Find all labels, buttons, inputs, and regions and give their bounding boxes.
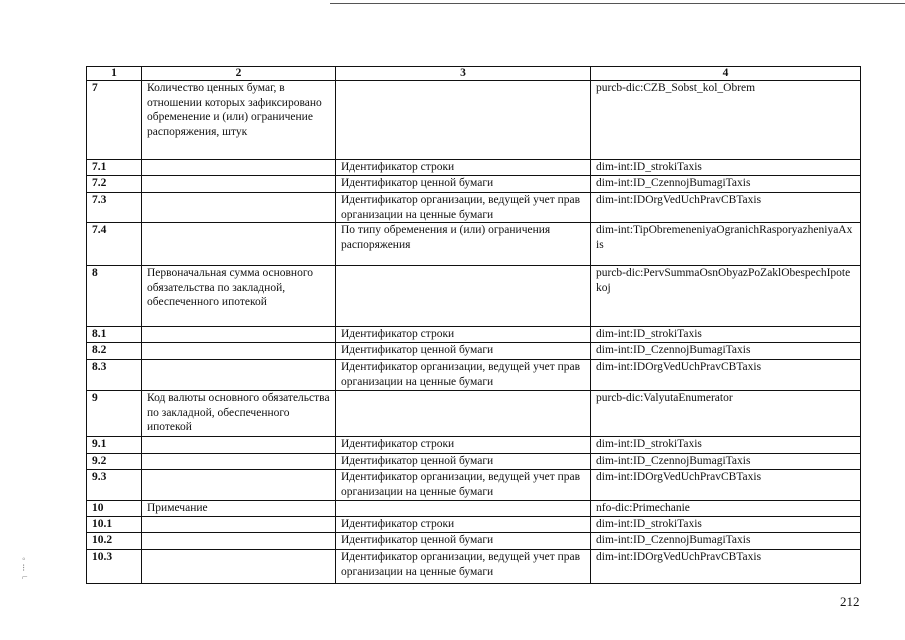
row-description: Идентификатор строки xyxy=(336,160,591,176)
row-number: 9.2 xyxy=(87,454,142,470)
row-description: Идентификатор строки xyxy=(336,437,591,454)
row-number: 9.3 xyxy=(87,470,142,501)
header-col-3: 3 xyxy=(336,67,591,81)
table-row xyxy=(87,550,861,584)
row-indicator-name xyxy=(142,454,336,470)
row-description: Идентификатор ценной бумаги xyxy=(336,454,591,470)
row-description: Идентификатор ценной бумаги xyxy=(336,343,591,360)
table-row xyxy=(87,533,861,550)
row-number: 8.2 xyxy=(87,343,142,360)
row-xbrl-code: dim-int:IDOrgVedUchPravCBTaxis xyxy=(591,360,861,391)
row-xbrl-code: nfo-dic:Primechanie xyxy=(591,501,861,517)
row-xbrl-code: dim-int:ID_strokiTaxis xyxy=(591,517,861,533)
page-number: 212 xyxy=(840,594,860,609)
row-indicator-name xyxy=(142,470,336,501)
table-row xyxy=(87,391,861,437)
row-description xyxy=(336,81,591,160)
row-indicator-name: Количество ценных бумаг, в отношении которых зафиксировано обременение и (или) ограничение распоряжения, штук xyxy=(142,81,336,160)
row-indicator-name: Первоначальная сумма основного обязательства по закладной, обеспеченного ипотекой xyxy=(142,266,336,327)
row-number: 10 xyxy=(87,501,142,517)
table-row xyxy=(87,223,861,266)
row-number: 9 xyxy=(87,391,142,437)
xbrl-mapping-table xyxy=(86,66,861,584)
row-xbrl-code: dim-int:ID_strokiTaxis xyxy=(591,437,861,454)
row-xbrl-code: dim-int:IDOrgVedUchPravCBTaxis xyxy=(591,470,861,501)
row-description: Идентификатор строки xyxy=(336,517,591,533)
row-xbrl-code: dim-int:ID_CzennojBumagiTaxis xyxy=(591,454,861,470)
row-indicator-name: Код валюты основного обязательства по закладной, обеспеченного ипотекой xyxy=(142,391,336,437)
table-row xyxy=(87,176,861,193)
row-xbrl-code: dim-int:IDOrgVedUchPravCBTaxis xyxy=(591,193,861,223)
row-indicator-name xyxy=(142,360,336,391)
row-xbrl-code: purcb-dic:CZB_Sobst_kol_Obrem xyxy=(591,81,861,160)
row-xbrl-code: dim-int:ID_CzennojBumagiTaxis xyxy=(591,176,861,193)
row-description: Идентификатор организации, ведущей учет прав организации на ценные бумаги xyxy=(336,470,591,501)
row-xbrl-code: dim-int:TipObremeneniyaOgranichRasporyazheniyaAxis xyxy=(591,223,861,266)
row-indicator-name xyxy=(142,223,336,266)
row-description xyxy=(336,501,591,517)
row-number: 10.3 xyxy=(87,550,142,584)
table-row xyxy=(87,193,861,223)
table-row xyxy=(87,454,861,470)
row-description: Идентификатор организации, ведущей учет прав организации на ценные бумаги xyxy=(336,550,591,584)
row-xbrl-code: dim-int:ID_strokiTaxis xyxy=(591,160,861,176)
row-description: Идентификатор строки xyxy=(336,327,591,343)
row-indicator-name xyxy=(142,550,336,584)
table-row xyxy=(87,360,861,391)
row-description: По типу обременения и (или) ограничения распоряжения xyxy=(336,223,591,266)
table-row xyxy=(87,470,861,501)
header-col-2: 2 xyxy=(142,67,336,81)
top-rule xyxy=(330,3,905,4)
table-row xyxy=(87,266,861,327)
row-number: 9.1 xyxy=(87,437,142,454)
table-row xyxy=(87,327,861,343)
row-description: Идентификатор ценной бумаги xyxy=(336,176,591,193)
margin-scan-marks: ◦ ⁝ ⌐ xyxy=(22,554,28,583)
row-xbrl-code: purcb-dic:PervSummaOsnObyazPoZaklObespechIpotekoj xyxy=(591,266,861,327)
row-description: Идентификатор ценной бумаги xyxy=(336,533,591,550)
table-row xyxy=(87,501,861,517)
row-indicator-name: Примечание xyxy=(142,501,336,517)
row-xbrl-code: dim-int:ID_strokiTaxis xyxy=(591,327,861,343)
row-number: 7 xyxy=(87,81,142,160)
row-number: 8.3 xyxy=(87,360,142,391)
row-indicator-name xyxy=(142,160,336,176)
row-number: 8.1 xyxy=(87,327,142,343)
row-indicator-name xyxy=(142,517,336,533)
row-description xyxy=(336,391,591,437)
table-row xyxy=(87,517,861,533)
row-description xyxy=(336,266,591,327)
table-header-row xyxy=(87,67,861,81)
row-description: Идентификатор организации, ведущей учет прав организации на ценные бумаги xyxy=(336,193,591,223)
row-indicator-name xyxy=(142,343,336,360)
header-col-4: 4 xyxy=(591,67,861,81)
table-row xyxy=(87,343,861,360)
row-description: Идентификатор организации, ведущей учет прав организации на ценные бумаги xyxy=(336,360,591,391)
row-number: 8 xyxy=(87,266,142,327)
row-xbrl-code: dim-int:ID_CzennojBumagiTaxis xyxy=(591,533,861,550)
row-number: 10.1 xyxy=(87,517,142,533)
row-xbrl-code: dim-int:IDOrgVedUchPravCBTaxis xyxy=(591,550,861,584)
table-row xyxy=(87,81,861,160)
row-xbrl-code: purcb-dic:ValyutaEnumerator xyxy=(591,391,861,437)
row-indicator-name xyxy=(142,193,336,223)
table-row xyxy=(87,437,861,454)
row-indicator-name xyxy=(142,437,336,454)
header-col-1: 1 xyxy=(87,67,142,81)
row-indicator-name xyxy=(142,327,336,343)
row-number: 10.2 xyxy=(87,533,142,550)
row-indicator-name xyxy=(142,176,336,193)
row-number: 7.1 xyxy=(87,160,142,176)
row-number: 7.3 xyxy=(87,193,142,223)
table-row xyxy=(87,160,861,176)
row-xbrl-code: dim-int:ID_CzennojBumagiTaxis xyxy=(591,343,861,360)
row-number: 7.2 xyxy=(87,176,142,193)
row-indicator-name xyxy=(142,533,336,550)
row-number: 7.4 xyxy=(87,223,142,266)
